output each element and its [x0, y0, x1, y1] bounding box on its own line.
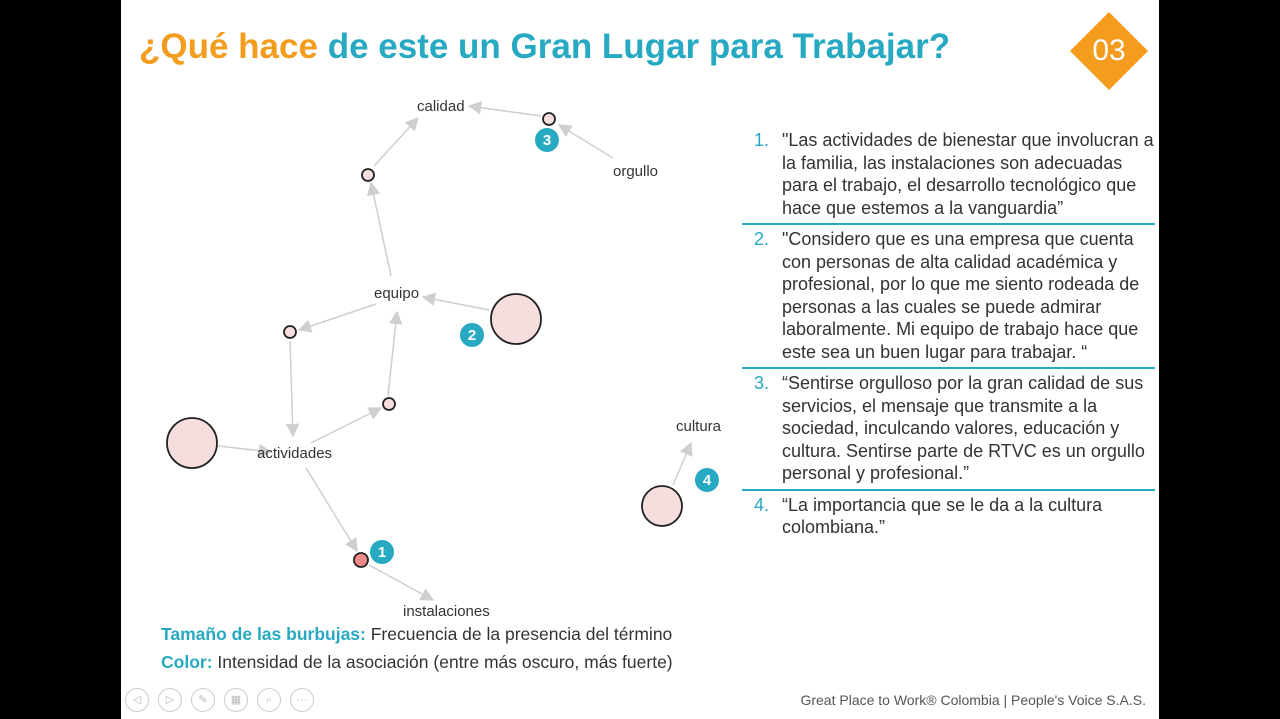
slide-number: 03 [1092, 34, 1126, 67]
quote-text: "Las actividades de bienestar que involucran a la familia, las instalaciones son adecuadas para el trabajo, el desarrollo tecnológico que hace que estemos a la vanguardia” [782, 130, 1154, 218]
legend-color [161, 648, 673, 676]
node-1 [354, 553, 368, 567]
graph-nodes [167, 113, 682, 567]
svg-text:3: 3 [542, 132, 552, 149]
label-instalaciones: instalaciones [403, 603, 490, 620]
label-cultura: cultura [676, 418, 722, 435]
edge-node3-calidad [469, 106, 541, 116]
graph-labels [257, 98, 722, 620]
title-highlight: ¿Qué hace [139, 27, 318, 66]
node-c [383, 398, 395, 410]
quote-item [742, 369, 1155, 491]
edge-node1-instalaciones [369, 565, 433, 600]
more-icon[interactable]: ··· [290, 688, 314, 712]
label-equipo: equipo [374, 285, 420, 302]
marker-1 [370, 540, 394, 564]
edge-actividades-nodeC [311, 408, 381, 443]
label-calidad: calidad [417, 98, 465, 115]
marker-3 [535, 128, 559, 152]
node-b [284, 326, 296, 338]
edge-actividades-node1 [306, 468, 357, 551]
prev-icon[interactable]: ◁ [125, 688, 149, 712]
bubble-actividades-association [167, 418, 217, 468]
svg-text:1: 1 [377, 544, 387, 561]
bubble-equipo-association [491, 294, 541, 344]
edge-orgullo-node3 [559, 125, 613, 158]
legend-color-value: Intensidad de la asociación (entre más oscuro, más fuerte) [217, 652, 673, 672]
svg-text:2: 2 [467, 327, 477, 344]
quote-number: 3. [754, 373, 770, 393]
quote-text: “Sentirse orgulloso por la gran calidad de sus servicios, el mensaje que transmite a la sociedad, inculcando valores, educación y cultura. Sentirse parte de RTVC es un orgullo personal y profesional.” [782, 373, 1145, 483]
edge-equipo-nodeB [299, 304, 376, 330]
quote-text: “La importancia que se le da a la cultura colombiana.” [782, 494, 1103, 537]
slide [121, 0, 1159, 719]
graph-edges [218, 106, 691, 600]
label-orgullo: orgullo [613, 163, 659, 180]
edge-equipo-nodeA [371, 183, 391, 276]
quote-item [742, 126, 1155, 225]
legend-size [161, 620, 673, 648]
marker-4 [695, 468, 719, 492]
marker-2 [460, 323, 484, 347]
title-rest: de este un Gran Lugar para Trabajar? [327, 27, 951, 66]
node-a [362, 169, 374, 181]
legend [161, 620, 673, 676]
slides-icon[interactable]: ▦ [224, 688, 248, 712]
pen-icon[interactable]: ✎ [191, 688, 215, 712]
footer-credit: Great Place to Work® Colombia | People's Voice S.A.S. [800, 692, 1146, 708]
legend-size-key: Tamaño de las burbujas: [161, 624, 366, 644]
quote-number: 2. [754, 229, 770, 249]
edge-bubble4-cultura [673, 443, 691, 485]
edge-nodeB-actividades [290, 341, 293, 436]
zoom-icon[interactable]: ⌕ [257, 688, 281, 712]
bubble-cultura-association [642, 486, 682, 526]
edge-nodeA-calidad [374, 118, 418, 166]
quote-number: 4. [754, 494, 770, 515]
presentation-toolbar [125, 688, 323, 712]
edge-bubble2-equipo [423, 297, 489, 310]
legend-size-value: Frecuencia de la presencia del término [370, 624, 673, 644]
edge-nodeC-equipo [388, 312, 397, 396]
legend-color-key: Color: [161, 652, 213, 672]
label-actividades: actividades [257, 445, 333, 462]
quote-number: 1. [754, 130, 770, 150]
quotes-list [742, 126, 1155, 543]
quote-text: "Considero que es una empresa que cuenta con personas de alta calidad académica y profesional, por lo que me siento rodeada de personas a las cuales se puede admirar laboralmente. Mi equipo de trabajo hace que este sea un buen lugar para trabajar. “ [782, 229, 1140, 362]
next-icon[interactable]: ▷ [158, 688, 182, 712]
quote-item [742, 491, 1155, 543]
node-3 [543, 113, 555, 125]
svg-text:4: 4 [702, 472, 712, 489]
quote-item [742, 225, 1155, 369]
